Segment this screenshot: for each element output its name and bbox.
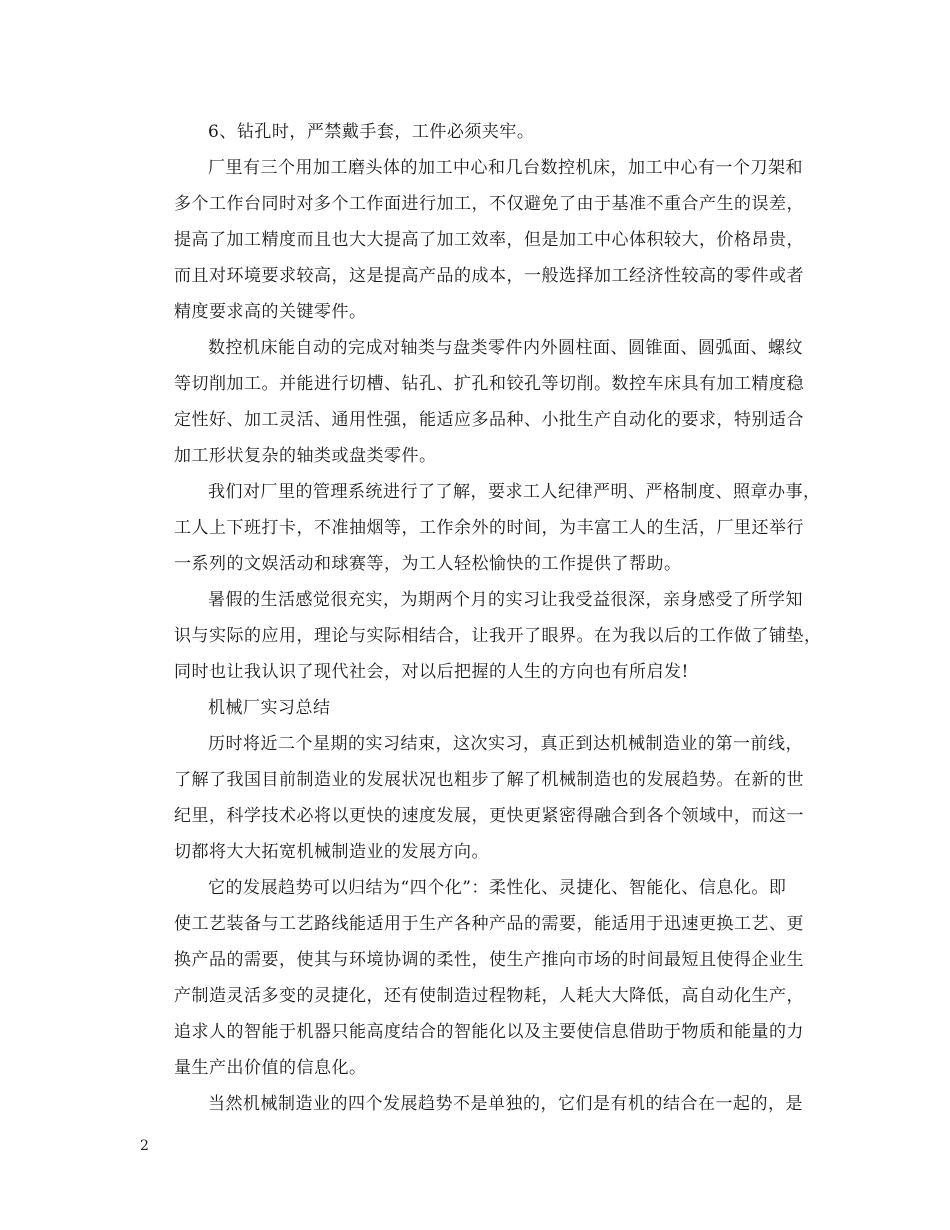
text-line: 我们对厂里的管理系统进行了了解，要求工人纪律严明、严格制度、照章办事，	[208, 482, 821, 502]
text-line: 多个工作台同时对多个工作面进行加工，不仅避免了由于基准不重合产生的误差，	[174, 194, 804, 214]
paragraph-summer-life	[140, 582, 820, 690]
text-line: 当然机械制造业的四个发展趋势不是单独的，它们是有机的结合在一起的，是	[208, 1094, 803, 1114]
text-line: 一系列的文娱活动和球赛等，为工人轻松愉快的工作提供了帮助。	[174, 554, 682, 574]
text-line: 它的发展趋势可以归结为“四个化”：柔性化、灵捷化、智能化、信息化。即	[208, 878, 787, 898]
text-line: 加工形状复杂的轴类或盘类零件。	[174, 446, 437, 466]
paragraph-internship-end	[140, 726, 820, 870]
text-line: 切都将大大拓宽机械制造业的发展方向。	[174, 842, 489, 862]
text-line: 6、钻孔时，严禁戴手套，工件必须夹牢。	[208, 122, 535, 142]
text-line: 工人上下班打卡，不准抽烟等，工作余外的时间，为丰富工人的生活，厂里还举行	[174, 518, 804, 538]
text-line: 精度要求高的关键零件。	[174, 302, 367, 322]
text-line: 产制造灵活多变的灵捷化，还有使制造过程物耗，人耗大大降低，高自动化生产，	[174, 986, 804, 1006]
document-body	[140, 114, 820, 1122]
text-line: 等切削加工。并能进行切槽、钻孔、扩孔和铰孔等切削。数控车床具有加工精度稳	[174, 374, 804, 394]
paragraph-machining-center	[140, 150, 820, 330]
heading-text: 机械厂实习总结	[208, 698, 331, 718]
paragraph-cnc-machine	[140, 330, 820, 474]
section-heading	[140, 690, 820, 726]
text-line: 厂里有三个用加工磨头体的加工中心和几台数控机床，加工中心有一个刀架和	[208, 158, 803, 178]
text-line: 量生产出价值的信息化。	[174, 1058, 367, 1078]
paragraph-management	[140, 474, 820, 582]
paragraph-four-trends	[140, 870, 820, 1086]
paragraph-trends-combined	[140, 1086, 820, 1122]
text-line: 而且对环境要求较高，这是提高产品的成本，一般选择加工经济性较高的零件或者	[174, 266, 804, 286]
text-line: 追求人的智能于机器只能高度结合的智能化以及主要使信息借助于物质和能量的力	[174, 1022, 804, 1042]
text-line: 历时将近二个星期的实习结束，这次实习，真正到达机械制造业的第一前线，	[208, 734, 803, 754]
text-line: 纪里，科学技术必将以更快的速度发展，更快更紧密得融合到各个领域中，而这一	[174, 806, 804, 826]
text-line: 换产品的需要，使其与环境协调的柔性，使生产推向市场的时间最短且使得企业生	[174, 950, 804, 970]
page-number: 2	[140, 1138, 149, 1154]
text-line: 了解了我国目前制造业的发展状况也粗步了解了机械制造也的发展趋势。在新的世	[174, 770, 804, 790]
paragraph-drilling-rule	[140, 114, 820, 150]
text-line: 使工艺装备与工艺路线能适用于生产各种产品的需要，能适用于迅速更换工艺、更	[174, 914, 804, 934]
text-line: 同时也让我认识了现代社会，对以后把握的人生的方向也有所启发!	[174, 662, 689, 682]
text-line: 数控机床能自动的完成对轴类与盘类零件内外圆柱面、圆锥面、圆弧面、螺纹	[208, 338, 803, 358]
text-line: 定性好、加工灵活、通用性强，能适应多品种、小批生产自动化的要求，特别适合	[174, 410, 804, 430]
text-line: 暑假的生活感觉很充实，为期两个月的实习让我受益很深，亲身感受了所学知	[208, 590, 803, 610]
text-line: 识与实际的应用，理论与实际相结合，让我开了眼界。在为我以后的工作做了铺垫，	[174, 626, 822, 646]
text-line: 提高了加工精度而且也大大提高了加工效率，但是加工中心体积较大，价格昂贵，	[174, 230, 804, 250]
